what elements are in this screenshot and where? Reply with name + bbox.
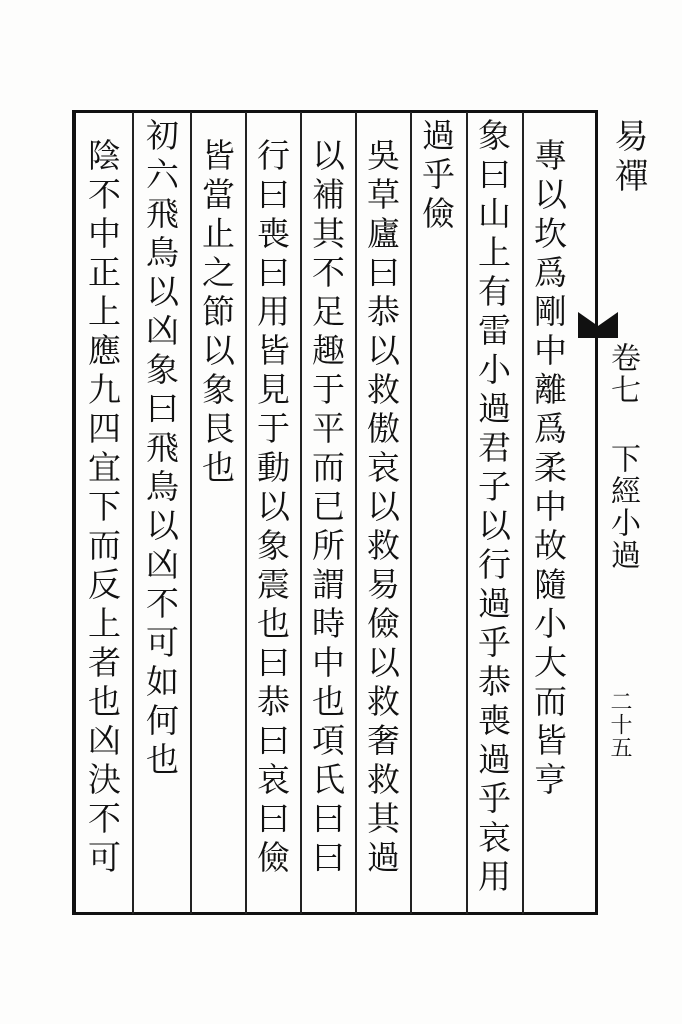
frame-right-border [595, 110, 598, 915]
column-rule [300, 112, 302, 914]
book-title: 易禪 [608, 118, 648, 198]
column-rule [410, 112, 412, 914]
text-column-7: 皆當止之節以象艮也 [197, 138, 236, 489]
text-column-6: 行曰喪曰用皆見于動以象震也曰恭曰哀曰儉 [252, 138, 291, 879]
text-column-4: 吳草廬曰恭以救傲哀以救易儉以救奢救其過 [362, 138, 401, 879]
text-column-9: 陰不中正上應九四宜下而反上者也凶決不可 [83, 138, 122, 879]
frame-bottom-border [72, 912, 598, 915]
column-rule [355, 112, 357, 914]
text-column-1: 專以坎爲剛中離爲柔中故隨小大而皆亨 [529, 138, 568, 801]
text-column-5: 以補其不足趣于平而已所謂時中也項氏曰曰 [307, 138, 346, 879]
frame-left-border [72, 110, 76, 915]
frame-top-border [72, 110, 598, 113]
column-rule [190, 112, 192, 914]
text-column-3: 過乎儉 [417, 118, 456, 235]
column-rule [132, 112, 134, 914]
chapter-label: 卷七 下經小過 [605, 342, 640, 571]
column-rule [245, 112, 247, 914]
page-number: 二十五 [607, 690, 632, 759]
column-rule [522, 112, 524, 914]
text-column-2: 象曰山上有雷小過君子以行過乎恭喪過乎哀用 [473, 118, 512, 898]
fish-tail-mark [578, 312, 618, 338]
column-rule [466, 112, 468, 914]
text-column-8: 初六飛鳥以凶象曰飛鳥以凶不可如何也 [141, 118, 180, 781]
